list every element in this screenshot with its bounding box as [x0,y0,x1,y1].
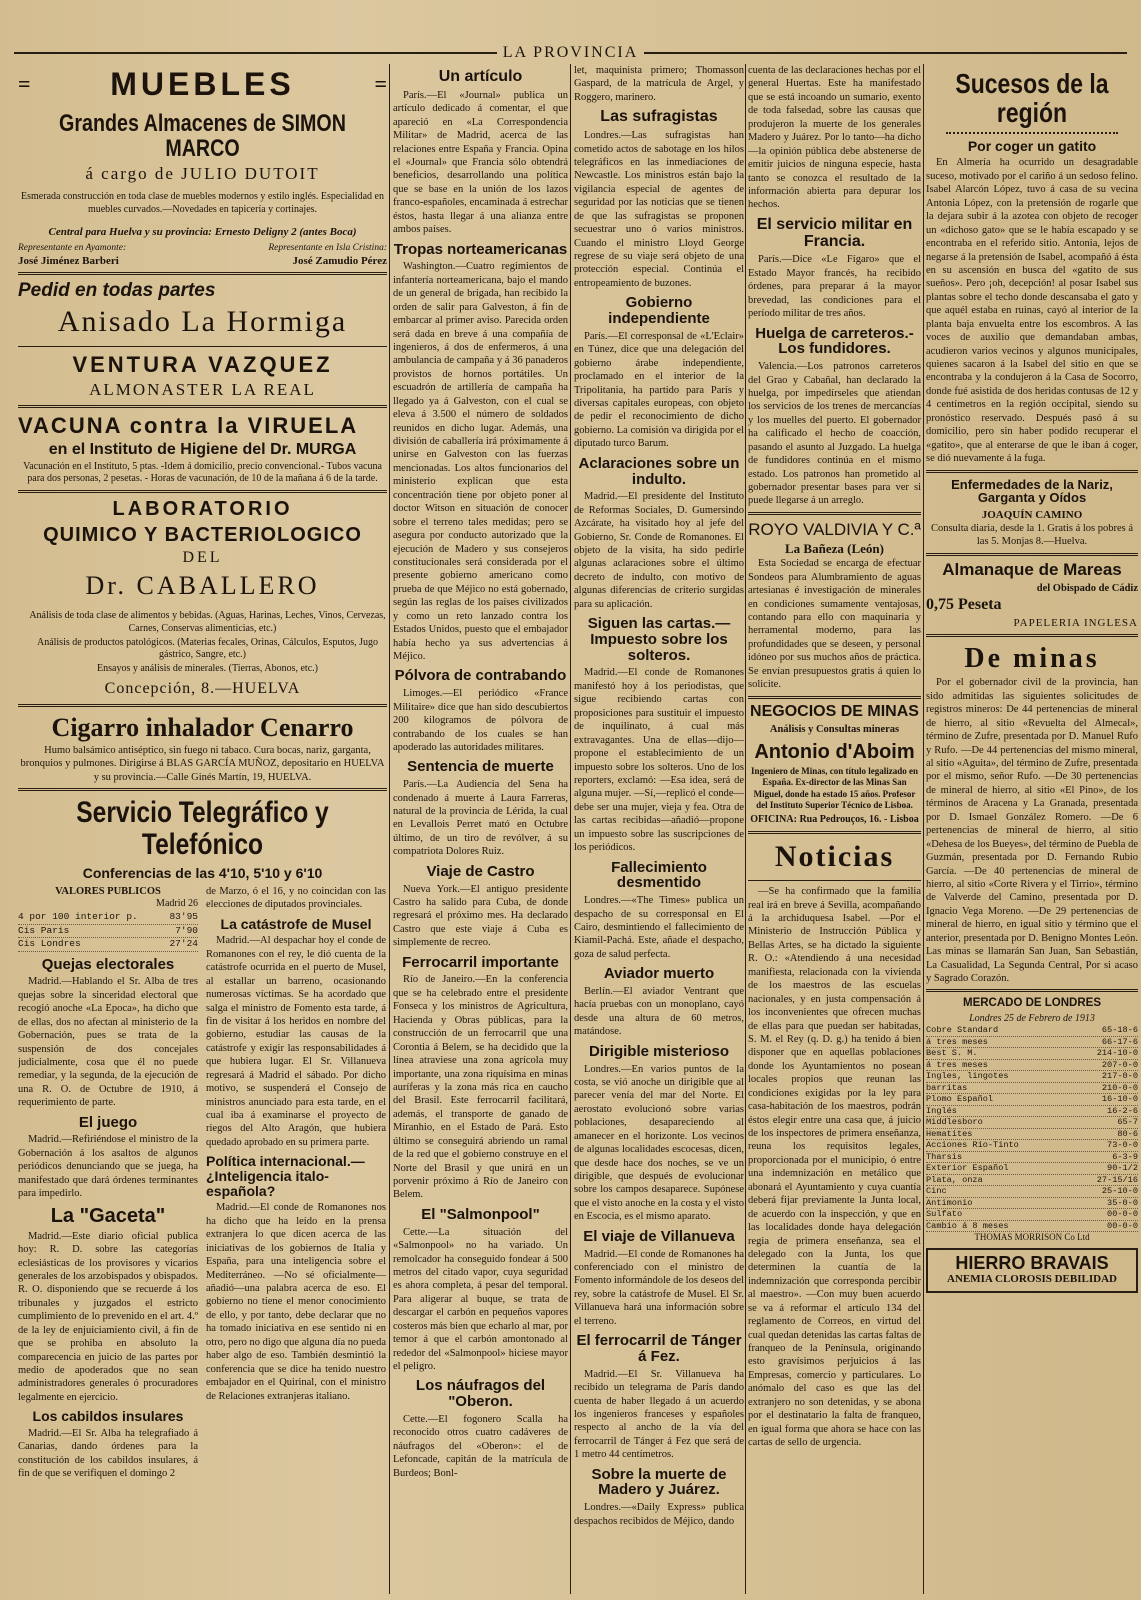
cigarro-heading: Cigarro inhalador Cenarro [51,712,354,742]
lab-body-1: Análisis de toda clase de alimentos y bebidas. (Aguas, Harinas, Leches, Vinos, Cervezas, Carnes, Conservas alimenticias, etc.) [29,610,386,634]
lab-line-2: QUIMICO Y BACTERIOLOGICO [43,523,362,546]
mercado-row [926,1094,1138,1105]
mercado-row-value: 214-10-0 [1096,1048,1138,1059]
mercado-row-value: 210-0-0 [1101,1082,1138,1093]
militar-heading: El servicio militar en Francia. [756,215,913,250]
militar-body: París.—Dice «Le Fígaro» que el Estado Mayor francés, ha recibido órdenes, para preparar á la mayor brevedad, las condiciones para el período militar de tres años. [748,254,921,320]
mercado-row-value: 00-0-0 [1107,1220,1138,1231]
cargo-line: á cargo de JULIO DUTOIT [85,164,320,184]
huelga-body: Valencia.—Los patronos carreteros del Grao y Cabañal, han declarado la huelga, por impedírseles que atiendan los servicios de los trenes de mercancías y los muelles del puerto. El gobernador ha calificado el hecho de coacción, pasando el asunto al Juzgado. La huelga de fundidores continúa en el mismo estado. Los patronos han prometido al gobernador presentar bases para ver si puede llegarse á un arreglo. [748,361,921,507]
muebles-ad: = MUEBLES = Grandes Almacenes de SIMON MARCO á cargo de JULIO DUTOIT Esmerada construcción en toda clase de muebles modernos y estilo inglés. Especialidad en muebles curvados.—Novedades en tapicería y cortinajes. Central para Huelva y su provincia: Ernesto Deligny 2 (antes Boca) Representante en Ayamonte: Representante en Isla Cristina: José Jiménez Barberi José Zamudio Pérez [18,66,387,267]
valores-row-value: 83'95 [169,911,198,923]
valores-row-label: Cis Londres [18,938,81,950]
newspaper-name: LA PROVINCIA [502,44,639,61]
gatito-heading: Por coger un gatito [967,137,1097,154]
papeleria-line: PAPELERIA INGLESA [1013,616,1138,629]
aboim-ad [748,704,921,827]
vacuna-sub: en el Instituto de Higiene del Dr. MURGA [48,440,357,458]
mercado-row [926,1163,1138,1174]
valores-row [18,938,198,952]
mercado-row [926,1209,1138,1220]
cigarro-ad [18,711,387,785]
cartas-heading: Siguen las cartas.—Impuesto sobre los solteros. [587,615,731,664]
villanueva-heading: El viaje de Villanueva [583,1227,735,1245]
mercado-row-label: á tres meses [926,1036,988,1047]
camino-body: Consulta diaria, desde la 1. Gratis á los pobres á las 5. Monjas 8.—Huelva. [930,522,1134,548]
mercado-row [926,1129,1138,1140]
articulo-body: París.—El «Journal» publica un artículo dedicado á comentar, el que apareció en «La Correspondencia Militar» de Madrid, acerca de las relaciones entre España y Francia. Opina el «Journal» que Francia sólo obtendrá beneficios, desarrollando una política que se base en la unión de los lazos franco-españoles, encaminada á estrechar éstos, hasta llegar á una alianza entre ambos países. [393,89,568,236]
mercado-row [926,1140,1138,1151]
castro-heading: Viaje de Castro [426,862,535,880]
gatito-body: En Almería ha ocurrido un desagradable suceso, motivado por el cariño á un sedoso felino. Isabel Alarcón López, tuvo á casa de su vecina Antonia López, con la pretensión de rogarle que la dejara subir á la azotea con objeto de recoger un «dichoso gato» que se le había escapado y se encontraba en el referido sitio. Antonia, lejos de negarse á la pretensión de Isabel, acompañó á ésta en su ascensión en busca del «gatito de sus sueños». Pero ¡oh, decepción! al posar Isabel sus plantas sobre el techo donde descansaba el gato y que aquél estaba en ruinas, cayó al interior de la planta baja envuelta entre los escombros. A las voces de auxilio que demandaban ambas, acudieron varios vecinos y algunos municipales, quienes sacaron á la Isabel del sitio en que se encontraba y la condujeron á la Casa de Socorro, donde fué asistida de dos heridas contusas de 12 y 4 centímetros en la región occipital, siendo su pronóstico reservado. Después pasó á su domicilio, pero sin haber podido recuperar el «gatito», que al enterarse de que le iban á coger, se dió nuevamente á la fuga. [926,157,1138,465]
mercado-row-label: Plomo Español [926,1094,994,1105]
valores-row [18,911,198,925]
mercado-row-label: barritas [926,1082,968,1093]
cabildos-body: Madrid.—El Sr. Alba ha telegrafiado á Canarias, dando órdenes para la constitución de los cabildos insulares, á fin de que se verifiquen el domingo 2 [18,1428,198,1480]
column-1 [18,64,387,1594]
sufragistas-body: Londres.—Las sufragistas han cometido actos de sabotage en los hilos telegráficos en las inmediaciones de Newcastle. Los ministros están bajo la vigilancia especial de agentes de seguridad por las noticias que se tienen de que las sufragistas se proponen secuestrar uno ó varios ministros. Cuando el ministro Lloyd George regrese de su viaje será objeto de una protección especial. Continúa el entropeamiento de buzones. [574,130,744,289]
aboim-body: Ingeniero de Minas, con título legalizado en España. Ex-director de las Minas San Miguel, donde ha estado 15 años. Profesor del Instituto Superior Técnico de Lisboa. [750,765,919,811]
column-rule [389,64,390,1594]
tropas-body: Washington.—Cuatro regimientos de infantería norteamericana, bajo el mando de un general de brigada, han recibido la orden de salir para Galveston, á fin de embarcar al primer aviso. Parecida orden será dada en breve á una compañía de ingenieros, á dos de enfermeros, á una ambulancia de campaña y á 36 panaderos provistos de hornos portátiles. Un escuadrón de artillería de campaña ha llegado ya á Galveston, con el cual se eleva á 3.500 el número de soldados reunidos en dicho lugar. Además, una división de caballería irá próximamente á unirse en Galveston con las fuerzas mencionadas. Los altos funcionarios del ministerio explican que esta concentración tiene por objeto poner al doctor Witson en situación de conocer sobre el terreno tales medidas; pero se asegura por conducto autorizado que la ejecución de Madero y sus consejeros constitucionales será considerada por el presente gobierno americano como prueba de que Méjico no está gobernado, según las reglas de los países civilizados y como un reto lanzado contra los Estados Unidos, puesto que el embajador había hecho ya sus advertencias á Méjico. [393,261,568,663]
lab-body-2: Análisis de productos patológicos. (Materias fecales, Orinas, Cálculos, Esputos, Jugo gástrico, Sangre, etc.) [36,636,379,661]
mercado-row-value: 16-2-6 [1107,1105,1138,1116]
castro-body: Nueva York.—El antiguo presidente Castro ha salido para Cuba, de donde regresará el próximo mes. Ha declarado Castro que este viaje á Cuba es simplemente de recreo. [393,883,568,949]
mercado-row-label: Cobre Standard [926,1025,999,1036]
juego-heading: El juego [78,1113,138,1131]
mercado-row-label: Acciones Río-Tinto [926,1140,1019,1151]
mercado-row [926,1048,1138,1059]
mercado-row [926,1083,1138,1094]
hierro-sub: ANEMIA CLOROSIS DEBILIDAD [947,1273,1117,1286]
c4-top-body: cuenta de las declaraciones hechas por el general Huertas. Este ha manifestado que se está incoando un sumario, exento de toda falsedad, sobre las causas que produjeron la muerte de los generales Madero y Juárez. Por lo tanto—ha dicho—la opinión pública debe abstenerse de emitir juicios de ninguna especie, hasta tanto se conozca el resultado de la información abierta para depurar los hechos. [748,65,921,211]
lab-line-4: Dr. CABALLERO [85,570,320,600]
mercado-row-value: 16-10-0 [1101,1094,1138,1105]
mercado-row-value: 217-0-0 [1101,1071,1138,1082]
mercado-row [926,1221,1138,1232]
aclaraciones-heading: Aclaraciones sobre un indulto. [578,454,740,488]
valores-row [18,925,198,939]
musel-body: Madrid.—Al despachar hoy el conde de Romanones con el rey, le dió cuenta de la catástrofe ocurrida en el puerto de Musel, al estallar un barreno, ocasionando numerosas víctimas. Se ha acordado que salga el ministro de Fomento esta tarde, á fin de visitar á los heridos en nombre del gobierno, estudiar las causas de la catástrofe y exigir las responsabilidades á que hubiera lugar. El Sr. Villanueva regresará á Madrid el sábado. Por dicho motivo, se suspenderá el Consejo de ministros anunciado para esta tarde, en el cual iba á examinarse el proyecto de riegos del Alto Aragón, que hubiera quedado aprobado en su primera parte. [206,935,386,1148]
column-rule [745,64,746,1594]
madero-heading: Sobre la muerte de Madero y Juárez. [591,1465,727,1499]
almacenes-heading: Grandes Almacenes de SIMON MARCO [59,109,346,163]
column-4 [748,64,921,1594]
obispado-line: del Obispado de Cádiz [1036,582,1138,594]
column-2 [393,64,568,1594]
mercado-row-label: Exterior Español [926,1163,1009,1174]
mercado-row-value: 65-18-6 [1101,1025,1138,1036]
tanger-heading: El ferrocarril de Tánger á Fez. [576,1332,742,1365]
almanaque-heading: Almanaque de Mareas [942,559,1122,579]
mercado-row-value: 25-10-0 [1101,1186,1138,1197]
enfermedades-heading: Enfermedades de la Nariz, Garganta y Oídos [951,476,1113,506]
vacuna-body: Vacunación en el Instituto, 5 ptas. -Idem á domicilio, precio convencional.- Tubos vacuna para dos personas, 2 pesetas. - Horas de vacunación, de 10 de la mañana á 6 de la tarde. [23,460,382,485]
vacuna-heading: VACUNA contra la VIRUELA [18,412,359,438]
mercado-row-value: 80-6 [1117,1128,1138,1139]
aclaraciones-body: Madrid.—El presidente del Instituto de Reformas Sociales, D. Gumersindo Azcárate, ha visitado hoy al jefe del Gobierno, Sr. Conde de Romanones. El objeto de la visita, ha sido pedirle algunas aclaraciones sobre el último decreto de indulto, con motivo de algunas diferencias de criterio surgidas para su aplicación. [574,491,744,610]
naufragos-body: Cette.—El fogonero Scalla ha reconocido otros cuatro cadáveres de náufragos del «Oberon»: el de Lefoncade, capitán de la matrícula de Burdeos; Bonl- [393,1413,568,1479]
central-line: Central para Huelva y su provincia: Ernesto Deligny 2 (antes Boca) [48,225,357,238]
mercado-row-label: Cambio á 8 meses [926,1220,1009,1231]
mercado-row-label: Plata, onza [926,1174,983,1185]
mercado-row [926,1060,1138,1071]
almanaque-ad [926,561,1138,630]
rep-ayamonte-label: Representante en Ayamonte: [18,242,127,253]
huelga-heading: Huelga de carreteros.-Los fundidores. [755,324,914,358]
aboim-heading: Antonio d'Aboim [754,740,915,763]
musel-heading: La catástrofe de Musel [220,915,372,932]
hierro-ad [926,1248,1138,1293]
muebles-heading: MUEBLES [110,66,295,102]
muebles-body: Esmerada construcción en toda clase de muebles modernos y estilo inglés. Especialidad en muebles curvados.—Novedades en tapicería y cortinajes. [21,191,384,215]
mercado-row-label: Middlesboro [926,1117,983,1128]
tropas-heading: Tropas norteamericanas [393,240,568,258]
rep-cristina-label: Representante en Isla Cristina: [268,242,387,253]
mercado-row [926,1186,1138,1197]
mercado-row [926,1037,1138,1048]
column-rule [570,64,571,1594]
mercado-row [926,1198,1138,1209]
quejas-heading: Quejas electorales [41,955,175,973]
mercado-row-value: 00-0-0 [1107,1209,1138,1220]
mercado-row-value: 73-0-0 [1107,1140,1138,1151]
gaceta-body: Madrid.—Este diario oficial publica hoy: R. D. sobre las categorías eclesiásticas de los provisores y vicarios generales de los arzobispados y obispados. R. O. disponiendo que se recuerde á los tribunales y juzgados el estricto cumplimiento de lo prevenido en el art. 4.º de la ley de enjuiciamiento civil, á fin de que se prohiba en absoluto la comparecencia en juicio de las partes por medio de apoderados que no sean administradores generales ó procuradores legalmente en ejercicio. [18,1230,198,1403]
mercado-row [926,1106,1138,1117]
gaceta-heading: La "Gaceta" [50,1204,166,1227]
polvora-body: Limoges.—El periódico «France Militaire» dice que han sido descubiertos 200 kilogramos de pólvora de contrabando de los cuales se han apoderado las autoridades militares. [393,688,568,753]
anisado-heading: Anisado La Hormiga [57,305,348,339]
hierro-heading: HIERRO BRAVAIS [955,1252,1109,1273]
articulo-heading: Un artículo [438,68,523,85]
conferencias-heading: Conferencias de las 4'10, 5'10 y 6'10 [82,865,323,882]
c3-top-body: let, maquinista primero; Thomasson Gaspard, de la matrícula de Argel, y Roggero, marinero. [574,65,744,103]
column-rule [923,64,924,1594]
gobierno-body: París.—El corresponsal de «L'Eclair» en Túnez, dice que una delegación del gobierno árabe independiente, proclamado en el interior de la Tripolitania, ha partido para París y diversas capitales europeas, con objeto de pedir el reconocimiento de dicho gobierno. La comisión va dirigida por el diputado turco Barum. [574,330,744,450]
mercado-row-label: á tres meses [926,1059,988,1070]
analisis-line: Análisis y Consultas mineras [769,724,900,736]
mercado-row-label: Inglés [926,1105,957,1116]
madero-body: Londres.—«Daily Express» publica despachos recibidos de Méjico, dando [574,1502,744,1527]
mercado-row-label: Sulfato [926,1209,963,1220]
mercado-row [926,1152,1138,1163]
ventura-heading: VENTURA VAZQUEZ [72,351,333,377]
noticias-heading: Noticias [774,839,895,873]
cabildos-continued: de Marzo, ó el 16, y no coincidan con las elecciones de diputados provinciales. [206,885,386,911]
dirigible-heading: Dirigible misterioso [588,1042,730,1060]
ferrocarril-body: Río de Janeiro.—En la conferencia que se ha celebrado entre el presidente Fonseca y los ministros de Agricultura, Hacienda y Obras públicas, para la construcción de un ferrocarril que una Corontia á Belem, se ha decidido que la línea atraviese una zona agrícola muy importante, una zona riquísima en minas auríferas y la zona más rica en caucho del Brasil. Este ferrocarril facilitará, además, el transporte de ganado de Miranhio, en el Estado de Pará. Esto último se conseguirá abriendo un ramal de la red que el gobierno construye en el Norte del Brasil y que unirá en un porvenir próximo á Río de Janeiro con Belem. [393,974,568,1201]
gobierno-heading: Gobierno independiente [608,294,710,328]
anisado-ad [18,279,387,342]
mercado-row-label: Hematites [926,1128,973,1139]
aviador-body: Berlín.—El aviador Ventrant que hacía pruebas con un monoplano, cayó desde una altura de 60 metros, matándose. [574,986,744,1038]
camino-name: JOAQUÍN CAMINO [981,508,1083,521]
dirigible-body: Londres.—En varios puntos de la costa, se vió anoche un dirigible que al parecer venía del mar del Norte. El aerostato evolucionó sobre varias poblaciones, desapareciendo al amanecer en el horizonte. Los vecinos de algunas localidades escocesas, dicen, que desde hace dos noches, se ve un dirigible, que después de evolucionar sobre los campos desaparece. Supónese que el visto anoche en la costa y el visto en Escocia, es el mismo aparato. [574,1063,744,1223]
negocios-heading: NEGOCIOS DE MINAS [750,702,919,720]
laboratorio-ad [18,497,387,699]
mercado-row-label: Cinc [926,1186,947,1197]
mercado-row-label: Antimonio [926,1197,973,1208]
valores-row-value: 27'24 [169,938,198,950]
lab-body-3: Ensayos y análisis de minerales. (Tierras, Abonos, etc.) [97,663,318,675]
almonaster-line: ALMONASTER LA REAL [89,379,316,399]
column-3 [574,64,744,1594]
mercado-table [926,1025,1138,1232]
mercado-row-value: 35-0-0 [1107,1197,1138,1208]
fallecimiento-body: Londres.—«The Times» publica un despacho de su corresponsal en El Cairo, desmintiendo el fallecimiento de Kiamil-Pachá. Este, añade el despacho, goza de salud perfecta. [574,895,744,960]
mercado-row-value: 6-3-9 [1112,1151,1138,1162]
oficina-line: OFICINA: Rua Pedrouços, 16. - Lisboa [750,813,919,825]
vacuna-ad [18,412,387,487]
valores-row-label: 4 por 100 interior p. [18,911,138,923]
royo-body: Esta Sociedad se encarga de efectuar Sondeos para Alumbramiento de aguas artesianas é investigación de minerales en condiciones sumamente ventajosas, contando para ello con maquinaria y herramental moderno, para las profundidades que se deseen, y personal idóneo por sus muchos años de práctica. Se envían presupuestos gratis á quien lo solicite. [748,558,921,691]
rep-cristina: José Zamudio Pérez [292,254,387,267]
masthead [8,42,1133,64]
mercado-row [926,1175,1138,1186]
polvora-heading: Pólvora de contrabando [394,667,567,685]
mercado-heading: MERCADO DE LONDRES [962,997,1101,1010]
lab-line-3: DEL [182,549,223,567]
sentencia-body: París.—La Audiencia del Sena ha condenado á muerte á Laura Farreras, natural de la provincia de Lérida, la cual en Levallois Perret mató en Octubre último, de un tiro de revólver, á su compatriota Dolores Ruiz. [393,779,568,858]
mercado-row-label: Best S. M. [926,1048,978,1059]
camino-ad [926,478,1138,549]
mercado-row-value: 27-15/16 [1096,1174,1138,1185]
villanueva-body: Madrid.—El conde de Romanones ha conferenciado con el ministro de Fomento informándole de los deseos del rey, sobre la catástrofe de Musel. El Sr. Villanueva hará una información sobre el terreno. [574,1248,744,1327]
mercado-row-value: 66-17-6 [1101,1036,1138,1047]
madrid-date: Madrid 26 [156,898,198,910]
valores-heading: VALORES PUBLICOS [55,885,161,897]
pedid-line: Pedid en todas partes [18,279,216,301]
precio-line: 0,75 Peseta [926,596,1002,614]
cigarro-body: Humo balsámico antiséptico, sin fuego ni tabaco. Cura bocas, nariz, garganta, bronquios y pulmones. Dirigirse á BLAS GARCÍA MUÑOZ, depositario en HUELVA y su provincia.—Calle Ginés Martín, 19, HUELVA. [20,744,385,783]
minas-body: Por el gobernador civil de la provincia, han sido admitidas las siguientes solicitudes de registros mineros: De 44 pertenencias de mineral de hierro, al sitio «Revuelta del Almecal», término de Zufre, presentada por D. Manuel Rufo y Rufo. —De 44 pertenencias del mismo mineral, al sitio «Aguita», del término de Zufre, presentada por el mismo, señor Rufo. —De 30 pertenencias de mineral de hierro, al sitio «El Pino», de los términos de Aracena y La Granada, presentada por D. Ismael González Romero. —De 6 pertenencias de mineral de hierro, al sitio «Dehesa de los Bueyes», del término de Puebla de Guzmán, presentada por D. Fernando Rubio García. —De 40 pertenencias de mineral de hierro, al sitio «Corte Rivera y el Tirrio», término de Valverde del Camino, presentada por D. Ignacio Vega Moreno. —De 29 pertenencias de mineral de hierro, en igual sitio y término que el anterior, presentada por D. Benigno Montes León. Las minas se llamarán San Juan, San Sebastián, La Casualidad, La Segunda Central, Por si acaso y Sagrado Corazón. [926,677,1138,985]
mercado-row [926,1025,1138,1036]
baneza-line: La Bañeza (León) [785,540,884,556]
salmonpool-heading: El "Salmonpool" [421,1205,540,1223]
lab-address: Concepción, 8.—HUELVA [104,680,301,698]
valores-row-value: 7'90 [175,924,198,936]
minas-heading: De minas [964,642,1100,674]
noticias-body: —Se ha confirmado que la familia real irá en breve á Sevilla, acompañando á la archiduquesa Isabel. —Por el Ministerio de Instrucción Pública y Bellas Artes, se ha dictado la siguiente R. O.: «Atendiendo á una necesidad manifiesta, relacionada con la vivienda de los maestros de las escuelas nacionales, y en justa compensación á los inconvenientes que ofrecen muchas de ellas para que puedan ser habitadas, S. M. el Rey (q. D. g.) ha tenido á bien disponer que en aquellas poblaciones donde los Ayuntamientos no posean locales propios que reunan las condiciones exigidas por la ley para casa-habitación de los maestros, podrán éstos elegir entre una casa que, á juicio de los inspectores de primera enseñanza, reuna los requisitos legales, proporcionada por el municipio, ó entre una indemnización en metálico que abonará el Ayuntamiento y cuya cuantía deberá fijar previamente la Junta local, de acuerdo con la inspección, y que en las localidades donde haya delegación regia de primera enseñanza, sea el delegado con la Junta, los que determinen la cuantía de la indemnización que corresponda percibir al maestro». —Con muy buen acuerdo se va á reformar el artículo 134 del reglamento de Correos, en virtud del cual quedan detenidas las cartas faltas de franqueo de la Península, originando esto gravísimos perjuicios á las Empresas, comercio y particulares. Lo anómalo del caso es que las del extranjero no son detenidas, y se abona por el destinatario la falta de franqueo, en igual forma que ahora se hace con las cartas de sello de urgencia. [748,886,921,1449]
mercado-row-value: 207-0-0 [1101,1059,1138,1070]
ferrocarril-heading: Ferrocarril importante [402,953,559,971]
cabildos-heading: Los cabildos insulares [32,1408,184,1425]
lab-line-1: LABORATORIO [112,498,293,521]
tanger-body: Madrid.—El Sr. Villanueva ha recibido un telegrama de París dando cuenta de haber llegado á un acuerdo los ingenieros franceses y españoles respecto al ancho de la vía del ferrocarril de Tánger á Fez que será de 1 metro 44 centímetros. [574,1368,744,1461]
mercado-row-label: Ingles, lingotes [926,1071,1009,1082]
ventura-ad [18,351,387,401]
mercado-row-label: Tharsis [926,1151,963,1162]
royo-heading: ROYO VALDIVIA Y C.ª [748,519,921,539]
rep-ayamonte: José Jiménez Barberi [18,254,119,267]
aviador-heading: Aviador muerto [603,965,715,983]
sentencia-heading: Sentencia de muerte [407,758,554,776]
naufragos-heading: Los náufragos del "Oberon. [415,1377,546,1411]
fallecimiento-heading: Fallecimiento desmentido [611,858,707,892]
mercado-date: Londres 25 de Febrero de 1913 [969,1012,1095,1024]
quejas-body: Madrid.—Hablando el Sr. Alba de tres quejas sobre la sinceridad electoral que recogió anoche «La Epoca», ha dicho que de ellas, dos no afectan al ministerio de la Gobernación, pues se trata de la suspensión de dos concejales judicialmente, cosa que él no puede remediar, y la segunda, de la ejecución de una R. O. de Octubre de 1910, á requerimiento de parte. [18,976,198,1109]
mercado-row [926,1071,1138,1082]
column-5 [926,64,1138,1594]
valores-row-label: Cis Paris [18,924,70,936]
mercado-row-value: 65-7 [1117,1117,1138,1128]
sucesos-heading: Sucesos de la región [955,68,1109,129]
royo-ad [748,519,921,692]
mercado-row [926,1117,1138,1128]
valores-table [18,911,198,952]
cartas-body: Madrid.—El conde de Romanones manifestó hoy á los periodistas, que sigue recibiendo cartas con proposiciones para sustituir el impuesto de inquilinato, á cual más extravagantes. Una de ellas—dijo—propone el establecimiento de un impuesto sobre los solteros. Uno de los reporters, exclamó: —Esa idea, será de alguna mujer. —Sí,—replicó el conde—debe ser una mujer, vieja y fea. Otra de las cartas recibidas—añadió—propone un impuesto sobre las suscripciones de los periódicos. [574,667,744,854]
mercado-footer: THOMAS MORRISON Co Ltd [974,1232,1090,1243]
salmonpool-body: Cette.—La situación del «Salmonpool» no ha variado. Un remolcador ha conseguido fondear á 500 metros del citado vapor, cuya seguridad es ahora completa, á pesar del temporal. Para aligerar al buque, se trata de descargar el carbón en pequeños vapores costeros más bien que echarlo al mar, por temor á que el carbón amontonado al rededor del «Salmonpool» hiciese mayor el peligro. [393,1226,568,1373]
juego-body: Madrid.—Refiriéndose el ministro de la Gobernación á los asaltos de algunos periódicos denunciando que se juega, ha manifestado que dará órdenes terminantes para impedirlo. [18,1134,198,1200]
mercado-row-value: 90-1/2 [1107,1163,1138,1174]
sufragistas-heading: Las sufragistas [600,108,718,126]
politica-heading: Política internacional.—¿Inteligencia italo-española? [206,1153,365,1199]
servicio-heading: Servicio Telegráfico y Telefónico [76,796,329,861]
politica-body: Madrid.—El conde de Romanones nos ha dicho que ha leído en la prensa extranjera lo que dicen acerca de las iniciativas de los gobiernos de Italia y España, para una inteligencia sobre el Mediterráneo. —No sé oficialmente—añadió—una palabra acerca de eso. El gobierno no tiene el menor conocimiento de ello, y por tanto, debe declarar que no ha tomado iniciativa en ese sentido ni en otro, pero no digo que alguna día no pueda haber algo de eso. También desmintió la conferencia que se dice ha tenido nuestro embajador en el Quirinal, con el ministro de Relaciones extranjeras italiano. [206,1202,386,1402]
